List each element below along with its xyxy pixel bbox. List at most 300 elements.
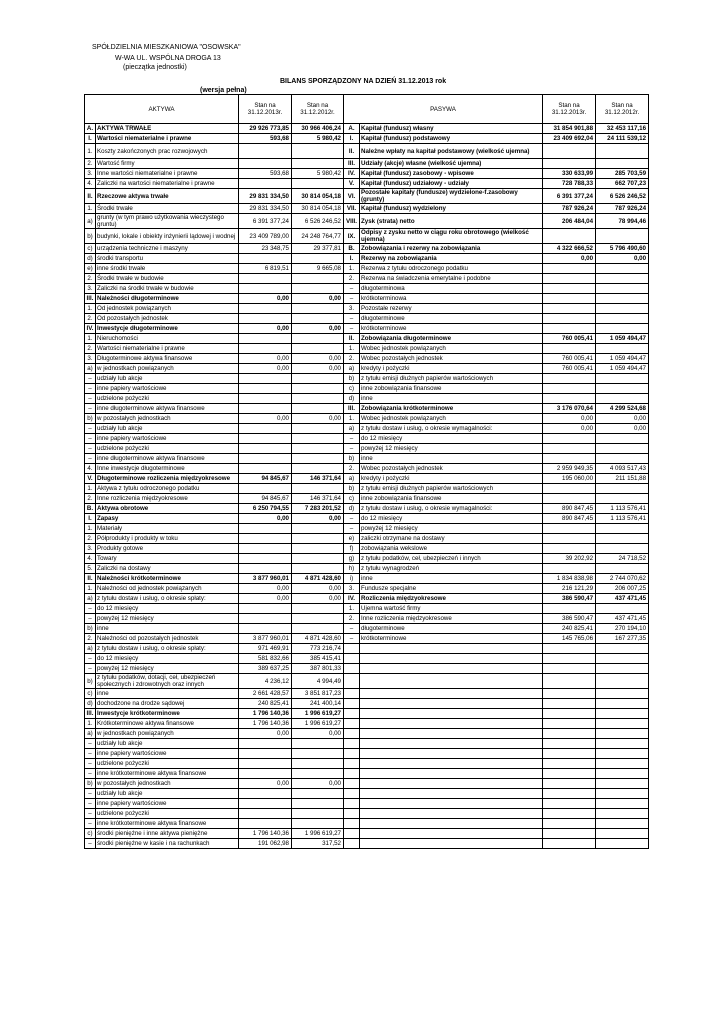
aktywa-label: inne [96, 689, 239, 699]
aktywa-label: z tytułu podatków, dotacji, ceł, ubezpieczeń społecznych i zdrowotnych oraz innych [96, 674, 239, 689]
aktywa-2013-header: Stan na 31.12.2013r. [239, 95, 292, 124]
pasywa-2013-value: 0,00 [543, 424, 596, 434]
aktywa-2012-value: 24 248 764,77 [292, 229, 344, 244]
aktywa-index: a) [85, 364, 96, 374]
pasywa-index: I. [344, 134, 360, 144]
pasywa-index: – [344, 294, 360, 304]
aktywa-label: Towary [96, 554, 239, 564]
pasywa-2012-value [596, 384, 649, 394]
pasywa-label: krótkoterminowa [360, 294, 543, 304]
aktywa-2013-value: 0,00 [239, 354, 292, 364]
aktywa-2012-value: 1 996 619,27 [292, 829, 344, 839]
aktywa-index: – [85, 454, 96, 464]
pasywa-2013-value [543, 304, 596, 314]
pasywa-label: Wobec pozostałych jednostek [360, 354, 543, 364]
table-row [85, 404, 649, 414]
pasywa-label: z tytułu podatków, ceł, ubezpieczeń i innych [360, 554, 543, 564]
aktywa-label: środki pieniężne i inne aktywa pieniężne [96, 829, 239, 839]
stamp-note: (pieczątka jednostki) [123, 64, 187, 71]
aktywa-label: udzielone pożyczki [96, 759, 239, 769]
pasywa-2012-value [596, 264, 649, 274]
pasywa-2013-value: 890 847,45 [543, 514, 596, 524]
aktywa-label: Długoterminowe aktywa finansowe [96, 354, 239, 364]
aktywa-label: inne środki trwałe [96, 264, 239, 274]
pasywa-label: Wobec pozostałych jednostek [360, 464, 543, 474]
table-row [85, 424, 649, 434]
pasywa-label: powyżej 12 miesięcy [360, 444, 543, 454]
pasywa-2013-value [543, 674, 596, 689]
pasywa-index: a) [344, 364, 360, 374]
aktywa-index: 1. [85, 144, 96, 159]
table-row [85, 584, 649, 594]
aktywa-label: inne długoterminowe aktywa finansowe [96, 404, 239, 414]
table-row [85, 719, 649, 729]
pasywa-label: inne [360, 394, 543, 404]
table-row [85, 274, 649, 284]
pasywa-2012-value: 4 299 524,68 [596, 404, 649, 414]
aktywa-2013-value: 240 825,41 [239, 699, 292, 709]
aktywa-2012-value [292, 789, 344, 799]
pasywa-2013-value: 330 633,99 [543, 169, 596, 179]
pasywa-label: z tytułu emisji dłużnych papierów wartościowych [360, 374, 543, 384]
pasywa-header: PASYWA [344, 95, 543, 124]
aktywa-index: 2. [85, 494, 96, 504]
aktywa-label: w pozostałych jednostkach [96, 779, 239, 789]
pasywa-label: inne [360, 574, 543, 584]
aktywa-2012-value: 4 871 428,60 [292, 574, 344, 584]
aktywa-label: Półprodukty i produkty w toku [96, 534, 239, 544]
pasywa-2012-value [596, 494, 649, 504]
aktywa-2013-value: 23 348,75 [239, 244, 292, 254]
pasywa-2012-value [596, 524, 649, 534]
pasywa-index [344, 709, 360, 719]
aktywa-label: Długoterminowe rozliczenia międzyokresowe [96, 474, 239, 484]
table-row [85, 134, 649, 144]
aktywa-index: 1. [85, 524, 96, 534]
pasywa-2012-value [596, 274, 649, 284]
pasywa-2012-value [596, 444, 649, 454]
aktywa-label: Środki trwałe w budowie [96, 274, 239, 284]
pasywa-2013-value: 39 202,92 [543, 554, 596, 564]
aktywa-label: z tytułu dostaw i usług, o okresie spłaty: [96, 594, 239, 604]
aktywa-index: b) [85, 229, 96, 244]
aktywa-2013-value [239, 749, 292, 759]
aktywa-index: – [85, 739, 96, 749]
pasywa-label [360, 699, 543, 709]
aktywa-index: III. [85, 709, 96, 719]
table-row [85, 789, 649, 799]
aktywa-2013-value: 0,00 [239, 594, 292, 604]
aktywa-2012-value: 30 814 054,18 [292, 204, 344, 214]
pasywa-2013-value [543, 229, 596, 244]
table-row [85, 124, 649, 134]
table-row [85, 614, 649, 624]
aktywa-2012-value: 7 283 201,52 [292, 504, 344, 514]
aktywa-2013-value [239, 454, 292, 464]
aktywa-label: do 12 miesięcy [96, 654, 239, 664]
aktywa-label: udziały lub akcje [96, 789, 239, 799]
aktywa-label: Aktywa z tytułu odroczonego podatku [96, 484, 239, 494]
aktywa-2013-value: 2 661 428,57 [239, 689, 292, 699]
aktywa-2012-value: 0,00 [292, 414, 344, 424]
pasywa-2012-value [596, 759, 649, 769]
aktywa-index: 2. [85, 534, 96, 544]
aktywa-index: – [85, 394, 96, 404]
pasywa-index: g) [344, 554, 360, 564]
pasywa-2012-value [596, 229, 649, 244]
aktywa-index: – [85, 434, 96, 444]
pasywa-index [344, 699, 360, 709]
pasywa-label: Zobowiązania i rezerwy na zobowiązania [360, 244, 543, 254]
pasywa-index: d) [344, 394, 360, 404]
aktywa-index: – [85, 404, 96, 414]
aktywa-index: 4. [85, 464, 96, 474]
pasywa-index: II. [344, 334, 360, 344]
aktywa-index: 3. [85, 169, 96, 179]
aktywa-2012-value: 1 996 619,27 [292, 709, 344, 719]
aktywa-2013-value: 593,68 [239, 134, 292, 144]
aktywa-2012-value: 0,00 [292, 324, 344, 334]
aktywa-2013-value: 191 062,98 [239, 839, 292, 849]
table-row [85, 204, 649, 214]
pasywa-index [344, 739, 360, 749]
aktywa-2012-value: 773 216,74 [292, 644, 344, 654]
aktywa-2013-value [239, 274, 292, 284]
aktywa-label: Zapasy [96, 514, 239, 524]
aktywa-index: – [85, 769, 96, 779]
pasywa-index: i) [344, 574, 360, 584]
aktywa-2013-value [239, 484, 292, 494]
pasywa-2013-value [543, 709, 596, 719]
aktywa-index: 2. [85, 344, 96, 354]
aktywa-label: w pozostałych jednostkach [96, 414, 239, 424]
table-row [85, 324, 649, 334]
pasywa-index: – [344, 634, 360, 644]
aktywa-index: c) [85, 689, 96, 699]
table-row [85, 699, 649, 709]
pasywa-2013-value [543, 524, 596, 534]
aktywa-2013-value [239, 809, 292, 819]
aktywa-label: środki pieniężne w kasie i na rachunkach [96, 839, 239, 849]
pasywa-index: 1. [344, 604, 360, 614]
aktywa-2013-value [239, 769, 292, 779]
pasywa-label: Rezerwa na świadczenia emerytalne i podobne [360, 274, 543, 284]
aktywa-2012-value: 4 871 428,60 [292, 634, 344, 644]
pasywa-2013-value: 6 391 377,24 [543, 189, 596, 204]
table-row [85, 284, 649, 294]
pasywa-2013-value: 240 825,41 [543, 624, 596, 634]
pasywa-label: z tytułu dostaw i usług, o okresie wymagalności: [360, 424, 543, 434]
pasywa-index [344, 789, 360, 799]
aktywa-index: 2. [85, 159, 96, 169]
aktywa-2013-value [239, 404, 292, 414]
aktywa-2012-value [292, 344, 344, 354]
aktywa-label: Środki trwałe [96, 204, 239, 214]
aktywa-index: 3. [85, 544, 96, 554]
pasywa-index [344, 664, 360, 674]
table-row [85, 304, 649, 314]
aktywa-2012-value: 146 371,64 [292, 474, 344, 484]
pasywa-index [344, 829, 360, 839]
aktywa-label: Nieruchomości [96, 334, 239, 344]
aktywa-label: inne papiery wartościowe [96, 799, 239, 809]
pasywa-index: c) [344, 494, 360, 504]
aktywa-index: b) [85, 779, 96, 789]
company-address: W-WA UL. WSPÓLNA DROGA 13 [115, 55, 221, 62]
aktywa-2013-value: 1 796 140,36 [239, 719, 292, 729]
pasywa-index: IX. [344, 229, 360, 244]
pasywa-2012-value [596, 719, 649, 729]
table-row [85, 294, 649, 304]
pasywa-label: Kapitał (fundusz) zasobowy - wpisowe [360, 169, 543, 179]
aktywa-2012-value [292, 304, 344, 314]
pasywa-2012-value [596, 544, 649, 554]
company-name: SPÓŁDZIELNIA MIESZKANIOWA "OSOWSKA" [92, 44, 241, 51]
pasywa-2012-value: 1 113 576,41 [596, 504, 649, 514]
aktywa-index: 3. [85, 284, 96, 294]
aktywa-2012-value [292, 394, 344, 404]
pasywa-label: do 12 miesięcy [360, 514, 543, 524]
pasywa-2013-value [543, 654, 596, 664]
pasywa-2012-value [596, 819, 649, 829]
aktywa-2012-value [292, 404, 344, 414]
aktywa-2013-value: 971 469,91 [239, 644, 292, 654]
pasywa-index: V. [344, 179, 360, 189]
aktywa-2012-value [292, 769, 344, 779]
pasywa-label: Inne rozliczenia międzyokresowe [360, 614, 543, 624]
pasywa-2013-value [543, 759, 596, 769]
pasywa-2012-value [596, 564, 649, 574]
table-row [85, 769, 649, 779]
pasywa-2013-value [543, 484, 596, 494]
table-row [85, 604, 649, 614]
pasywa-label: Udziały (akcje) własne (wielkość ujemna) [360, 159, 543, 169]
aktywa-2012-value: 317,52 [292, 839, 344, 849]
aktywa-label: Inne wartości niematerialne i prawne [96, 169, 239, 179]
pasywa-label: z tytułu emisji dłużnych papierów wartościowych [360, 484, 543, 494]
aktywa-2012-value [292, 604, 344, 614]
table-row [85, 214, 649, 229]
aktywa-index: – [85, 809, 96, 819]
pasywa-2013-value: 728 788,33 [543, 179, 596, 189]
aktywa-index: 2. [85, 274, 96, 284]
aktywa-label: inne papiery wartościowe [96, 434, 239, 444]
pasywa-2013-value [543, 274, 596, 284]
pasywa-index: 3. [344, 304, 360, 314]
table-row [85, 644, 649, 654]
table-row [85, 554, 649, 564]
aktywa-label: Inne rozliczenia międzyokresowe [96, 494, 239, 504]
pasywa-label [360, 769, 543, 779]
pasywa-2012-value [596, 314, 649, 324]
pasywa-label [360, 789, 543, 799]
aktywa-2013-value [239, 799, 292, 809]
aktywa-index: III. [85, 294, 96, 304]
aktywa-index: – [85, 604, 96, 614]
aktywa-label: Wartości niematerialne i prawne [96, 344, 239, 354]
pasywa-label: inne zobowiązania finansowe [360, 384, 543, 394]
document-version: (wersja pełna) [200, 87, 247, 94]
pasywa-2013-value [543, 769, 596, 779]
pasywa-index: III. [344, 404, 360, 414]
pasywa-2013-header: Stan na 31.12.2013r. [543, 95, 596, 124]
pasywa-label [360, 749, 543, 759]
pasywa-index: – [344, 514, 360, 524]
pasywa-index: – [344, 444, 360, 454]
pasywa-2013-value [543, 829, 596, 839]
pasywa-label: Odpisy z zysku netto w ciągu roku obrotowego (wielkość ujemna) [360, 229, 543, 244]
pasywa-2013-value [543, 664, 596, 674]
aktywa-2012-value: 241 400,14 [292, 699, 344, 709]
aktywa-label: do 12 miesięcy [96, 604, 239, 614]
aktywa-label: inne papiery wartościowe [96, 749, 239, 759]
table-row [85, 799, 649, 809]
pasywa-index: VII. [344, 204, 360, 214]
pasywa-2012-value: 285 703,59 [596, 169, 649, 179]
aktywa-label: Inne inwestycje długoterminowe [96, 464, 239, 474]
pasywa-label [360, 809, 543, 819]
pasywa-label [360, 819, 543, 829]
pasywa-label [360, 644, 543, 654]
table-row [85, 179, 649, 189]
pasywa-2012-value [596, 159, 649, 169]
pasywa-index: a) [344, 424, 360, 434]
pasywa-index: 1. [344, 414, 360, 424]
aktywa-index: 1. [85, 334, 96, 344]
aktywa-2012-value: 9 665,08 [292, 264, 344, 274]
pasywa-index: 2. [344, 354, 360, 364]
pasywa-index [344, 719, 360, 729]
pasywa-2013-value [543, 699, 596, 709]
aktywa-2012-value [292, 484, 344, 494]
aktywa-2012-value [292, 524, 344, 534]
aktywa-2012-value [292, 284, 344, 294]
aktywa-2013-value [239, 789, 292, 799]
pasywa-2013-value [543, 809, 596, 819]
pasywa-label: Fundusze specjalne [360, 584, 543, 594]
pasywa-index [344, 654, 360, 664]
aktywa-2013-value: 1 796 140,36 [239, 709, 292, 719]
aktywa-2012-value [292, 314, 344, 324]
aktywa-index: b) [85, 674, 96, 689]
aktywa-label: Wartości niematerialne i prawne [96, 134, 239, 144]
pasywa-label: Kapitał (fundusz) własny [360, 124, 543, 134]
pasywa-index: b) [344, 484, 360, 494]
pasywa-2012-value: 206 007,25 [596, 584, 649, 594]
pasywa-index: – [344, 314, 360, 324]
aktywa-label: dochodzone na drodze sądowej [96, 699, 239, 709]
pasywa-index: c) [344, 384, 360, 394]
aktywa-index: 1. [85, 719, 96, 729]
aktywa-index: a) [85, 594, 96, 604]
aktywa-label: w jednostkach powiązanych [96, 364, 239, 374]
pasywa-2013-value [543, 454, 596, 464]
pasywa-index [344, 809, 360, 819]
pasywa-2013-value [543, 779, 596, 789]
pasywa-label: Wobec jednostek powiązanych [360, 344, 543, 354]
pasywa-label [360, 739, 543, 749]
table-row [85, 524, 649, 534]
aktywa-2013-value [239, 434, 292, 444]
table-row [85, 739, 649, 749]
aktywa-label: Materiały [96, 524, 239, 534]
aktywa-2012-value [292, 374, 344, 384]
pasywa-index: IV. [344, 169, 360, 179]
aktywa-label: Krótkoterminowe aktywa finansowe [96, 719, 239, 729]
aktywa-index: 2. [85, 634, 96, 644]
aktywa-2013-value: 0,00 [239, 779, 292, 789]
pasywa-2012-value [596, 144, 649, 159]
pasywa-2012-value: 211 151,88 [596, 474, 649, 484]
aktywa-2012-value [292, 454, 344, 464]
pasywa-label: Zysk (strata) netto [360, 214, 543, 229]
aktywa-2013-value [239, 179, 292, 189]
aktywa-index: e) [85, 264, 96, 274]
table-row [85, 534, 649, 544]
pasywa-index: 2. [344, 464, 360, 474]
aktywa-2012-value [292, 384, 344, 394]
table-row [85, 344, 649, 354]
pasywa-2012-value [596, 664, 649, 674]
aktywa-2012-value: 5 980,42 [292, 134, 344, 144]
pasywa-label: z tytułu dostaw i usług, o okresie wymagalności: [360, 504, 543, 514]
aktywa-index: – [85, 749, 96, 759]
table-row [85, 254, 649, 264]
aktywa-2012-value: 0,00 [292, 594, 344, 604]
pasywa-2012-value [596, 739, 649, 749]
pasywa-2012-value: 4 093 517,43 [596, 464, 649, 474]
pasywa-label: Zobowiązania krótkoterminowe [360, 404, 543, 414]
table-row [85, 729, 649, 739]
table-row [85, 264, 649, 274]
aktywa-2012-value [292, 749, 344, 759]
aktywa-2013-value [239, 614, 292, 624]
aktywa-2012-header: Stan na 31.12.2012r. [292, 95, 344, 124]
aktywa-index: 1. [85, 204, 96, 214]
aktywa-label: inne długoterminowe aktywa finansowe [96, 454, 239, 464]
pasywa-index [344, 819, 360, 829]
pasywa-label: Kapitał (fundusz) podstawowy [360, 134, 543, 144]
pasywa-label: krótkoterminowe [360, 324, 543, 334]
table-row [85, 709, 649, 719]
aktywa-label: środki transportu [96, 254, 239, 264]
table-row [85, 374, 649, 384]
table-row [85, 664, 649, 674]
table-row [85, 494, 649, 504]
pasywa-2012-value: 2 744 070,62 [596, 574, 649, 584]
aktywa-2012-value: 30 966 406,24 [292, 124, 344, 134]
table-row [85, 334, 649, 344]
pasywa-label: Pozostałe rezerwy [360, 304, 543, 314]
table-row [85, 759, 649, 769]
aktywa-2013-value [239, 819, 292, 829]
aktywa-index: B. [85, 504, 96, 514]
pasywa-label [360, 759, 543, 769]
aktywa-index: – [85, 819, 96, 829]
aktywa-index: II. [85, 574, 96, 584]
aktywa-2012-value: 0,00 [292, 779, 344, 789]
pasywa-2012-value: 24 718,52 [596, 554, 649, 564]
pasywa-2013-value: 195 060,00 [543, 474, 596, 484]
pasywa-2013-value [543, 534, 596, 544]
aktywa-label: Produkty gotowe [96, 544, 239, 554]
aktywa-2012-value [292, 554, 344, 564]
pasywa-2013-value [543, 544, 596, 554]
aktywa-2012-value [292, 614, 344, 624]
table-row [85, 779, 649, 789]
pasywa-index [344, 674, 360, 689]
aktywa-2013-value: 29 831 334,50 [239, 189, 292, 204]
